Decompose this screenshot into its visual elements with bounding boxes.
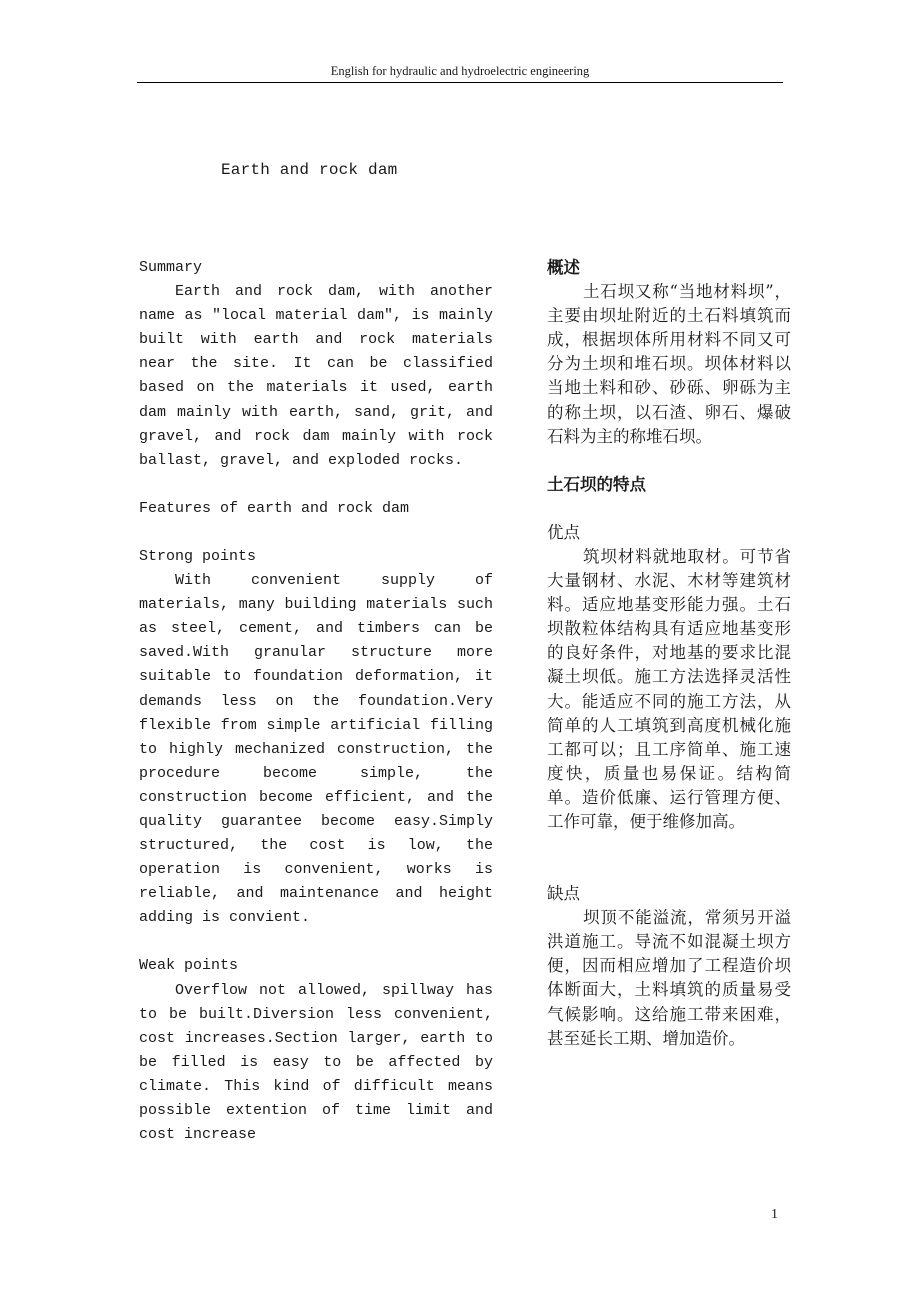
features-heading-zh: 土石坝的特点 xyxy=(547,474,646,494)
weak-points-heading-zh: 缺点 xyxy=(547,884,580,904)
strong-points-body-zh: 筑坝材料就地取材。可节省大量钢材、水泥、木材等建筑材料。适应地基变形能力强。土石坝散粒体结构具有适应地基变形的良好条件，对地基的要求比混凝土坝低。施工方法选择灵活性大。能适应不同的施工方法，从简单的人工填筑到高度机械化施工都可以；且工序简单、施工速度快，质量也易保证。结构简单。造价低廉、运行管理方便、工作可靠，便于维修加高。 xyxy=(547,546,791,831)
summary-body-en: Earth and rock dam, with another name as "local material dam", is mainly built with earth and rock materials near the site. It can be classified based on the materials it used, earth dam mainly with earth, sand, grit, and gravel, and rock dam mainly with rock ballast, gravel, and exploded rocks. xyxy=(139,283,493,469)
page-number: 1 xyxy=(771,1207,778,1222)
running-header: English for hydraulic and hydroelectric engineering xyxy=(330,64,590,78)
features-heading-en: Features of earth and rock dam xyxy=(139,499,410,517)
strong-points-heading-zh: 优点 xyxy=(547,522,580,542)
header-rule xyxy=(137,82,783,83)
english-column xyxy=(139,256,493,1147)
summary-heading-zh: 概述 xyxy=(547,258,580,277)
document-title: Earth and rock dam xyxy=(221,161,398,179)
weak-points-body-en: Overflow not allowed, spillway has to be built.Diversion less convenient, cost increases.Section larger, earth to be filled is easy to be affected by climate. This kind of difficult means possible extention of time limit and cost increase xyxy=(139,981,493,1144)
summary-body-zh: 土石坝又称“当地材料坝”，主要由坝址附近的土石料填筑而成，根据坝体所用材料不同又可分为土坝和堆石坝。坝体材料以当地土料和砂、砂砾、卵砾为主的称土坝，以石渣、卵石、爆破石料为主的称堆石坝。 xyxy=(547,282,791,446)
weak-points-heading-en: Weak points xyxy=(139,957,239,975)
summary-heading-en: Summary xyxy=(139,259,203,276)
strong-points-heading-en: Strong points xyxy=(139,547,257,565)
strong-points-body-en: With convenient supply of materials, many building materials such as steel, cement, and timbers can be saved.With granular structure more suitable to foundation deformation, it demands less on the foundation.Very flexible from simple artificial filling to highly mechanized construction, the procedure become simple, the construction become efficient, and the quality guarantee become easy.Simply structured, the cost is low, the operation is convenient, works is reliable, and maintenance and height adding is convient. xyxy=(139,572,493,927)
chinese-column xyxy=(547,256,791,1051)
weak-points-body-zh: 坝顶不能溢流，常须另开溢洪道施工。导流不如混凝土坝方便，因而相应增加了工程造价坝体断面大，土料填筑的质量易受气候影响。这给施工带来困难，甚至延长工期、增加造价。 xyxy=(547,908,791,1048)
